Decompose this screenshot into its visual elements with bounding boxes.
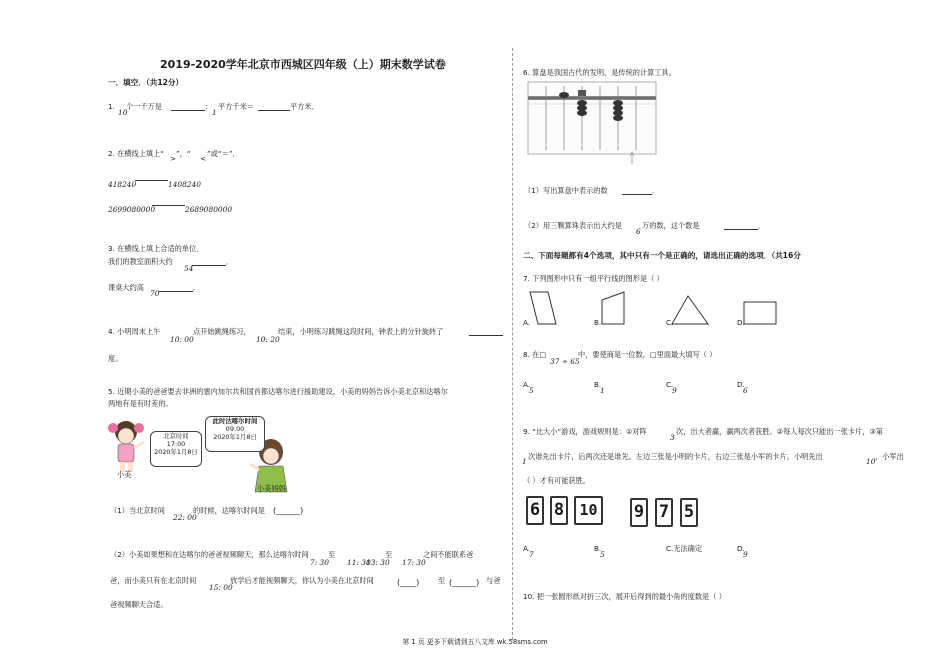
q3-text: 3. 在横线上填上合适的单位． xyxy=(108,244,204,253)
q4-text-d: 度。 xyxy=(108,354,123,363)
q2-row2-right: 2689080000 xyxy=(185,205,233,214)
q6-sub2-text-b: 万的数，这个数是 xyxy=(642,221,700,230)
q2-row2-blank[interactable] xyxy=(152,205,185,206)
abacus-image xyxy=(522,80,662,168)
q5-sub1-answer[interactable]: (______) xyxy=(273,506,304,515)
q5-sub2-zhi-3: 至 xyxy=(438,576,446,585)
xiaoming-card-1: 6 xyxy=(526,496,544,525)
q4-text-b: 点开始跳绳练习， xyxy=(193,327,251,336)
q6-sub2-blank[interactable] xyxy=(724,229,758,230)
q3-blank-1[interactable] xyxy=(192,265,226,266)
q8-option-c[interactable]: C. xyxy=(666,380,674,389)
beijing-time-title: 北京时间 xyxy=(163,432,189,440)
girl-figure xyxy=(108,421,144,472)
q9-math-3: 3 xyxy=(670,433,675,442)
q9-option-a[interactable]: A. xyxy=(523,544,531,553)
q8-text-a: 8. 在□ xyxy=(523,350,547,359)
beijing-time-value: 17:00 xyxy=(166,440,186,448)
section-2-heading: 二、下面每题都有4个选项，其中只有一个是正确的，请选出正确的选项．（共16分 xyxy=(523,251,801,260)
q8-option-a[interactable]: A. xyxy=(523,380,531,389)
q6-sub2-text-a: （2）用三颗算珠表示出大约是 xyxy=(524,221,623,230)
q1-text-c: 平方米． xyxy=(290,102,319,111)
xiaojun-card-2: 7 xyxy=(655,498,673,527)
q5-sub2-time-4: 17: 30 xyxy=(402,558,426,567)
q2-text: 2. 在横线上填上“ xyxy=(108,149,164,158)
q4-blank[interactable] xyxy=(469,335,503,336)
q5-sub1-time: 22: 00 xyxy=(173,513,197,522)
beijing-time-date: 2020年1月8日 xyxy=(154,448,198,456)
q1-blank-2[interactable] xyxy=(258,110,290,111)
q7-option-a[interactable]: A. xyxy=(523,318,531,327)
q2-row1-blank[interactable] xyxy=(135,180,168,181)
q5-sub2-text-e: 与爸 xyxy=(486,576,501,585)
xiaoming-card-2: 8 xyxy=(550,496,568,525)
q9-option-d-value: 9 xyxy=(743,550,748,559)
dakar-time-date: 2020年1月8日 xyxy=(213,433,257,441)
q2-row2-left: 2699080000 xyxy=(108,205,156,214)
q2-row1-right: 1408240 xyxy=(168,180,201,189)
q7-option-c[interactable]: C. xyxy=(666,318,674,327)
q5-sub2-time-2: 11: 30 xyxy=(347,558,371,567)
q5-sub2-time-3: 13: 30 xyxy=(366,558,390,567)
q8-option-b[interactable]: B. xyxy=(594,380,602,389)
q8-option-b-value: 1 xyxy=(600,386,605,395)
q8-expression: 37 ÷ 65 xyxy=(550,357,580,366)
q7-option-d[interactable]: D. xyxy=(737,318,745,327)
q10-text: 10. 把一张圆形纸对折三次，展开后得到的最小角的度数是（ ） xyxy=(523,592,726,601)
xiaoming-card-3: 10 xyxy=(574,496,603,525)
q4-time-2: 10: 20 xyxy=(256,335,280,344)
q9-option-c[interactable]: C.无法确定 xyxy=(666,544,703,553)
q5-sub2-text-b: 之间不能联系爸 xyxy=(423,550,474,559)
q5-illustration xyxy=(104,412,304,494)
section-1-heading: 一．填空．（共12分） xyxy=(108,78,184,87)
q5-sub2-text-d: 放学后才能视频聊天，你认为小美在北京时间 xyxy=(230,576,374,585)
q2-quote-2: ”或“＝”． xyxy=(207,149,240,158)
q5-sub2-time-1: 7: 30 xyxy=(310,558,329,567)
q5-sub2-text-a: （2）小美如果想和在达喀尔的爸爸视频聊天，那么达喀尔时间 xyxy=(110,550,309,559)
q1-semicolon: ； xyxy=(205,102,213,111)
dakar-time-title: 此时达喀尔时间 xyxy=(212,417,258,425)
name-xiaomei-mom: 小美妈妈 xyxy=(257,484,286,493)
q5-line-1: 5. 近期小美的爸爸要去非洲的塞内加尔共和国首都达喀尔进行援助建设，小美的妈妈告诉小美北京和达喀尔 xyxy=(108,387,448,396)
q5-sub1-text-b: 的时候，达喀尔时间是 xyxy=(193,506,265,515)
q7-option-b[interactable]: B. xyxy=(594,318,602,327)
q6-sub1-end: ． xyxy=(652,186,660,195)
q3-dot-1: ． xyxy=(226,257,234,266)
q5-line-2: 两地有是有时差的。 xyxy=(108,399,173,408)
dakar-time-value: 09:00 xyxy=(225,425,245,433)
q6-sub2-math-6: 6 xyxy=(636,227,641,236)
q2-row1-left: 418240 xyxy=(108,180,137,189)
q9-line2: 次谁先出卡片，后两次还是谁先。左边三张是小明的卡片，右边三张是小军的卡片，小明先出 xyxy=(528,452,823,461)
q3-line1: 我们的教室面积大约 xyxy=(108,257,173,266)
column-divider xyxy=(512,48,513,640)
q6-sub2-end: ． xyxy=(758,221,766,230)
q5-sub2-zhi-1: 至 xyxy=(328,550,336,559)
q1-math-1: 1 xyxy=(212,108,217,117)
q9-option-a-value: 7 xyxy=(529,550,534,559)
q1-text-b: 平方千米＝ xyxy=(218,102,254,111)
q5-sub2-time-5: 15: 00 xyxy=(209,583,233,592)
q9-line3: （ ）才有可能获胜。 xyxy=(523,476,590,485)
q3-line2: 课桌大约高 xyxy=(108,283,144,292)
q3-blank-2[interactable] xyxy=(159,291,193,292)
q3-dot-2: ． xyxy=(193,283,201,292)
q2-lt-sign: < xyxy=(200,154,207,163)
q1-text-a: 个一千万是 xyxy=(126,102,162,111)
q9-line2-b: ，小军出 xyxy=(875,452,904,461)
beijing-time-bubble xyxy=(150,431,202,467)
page-footer: 第 1 页 更多下载请到五八文库 wk.58sms.com xyxy=(402,638,548,646)
q8-option-d-value: 6 xyxy=(743,386,748,395)
q6-sub1-text: （1）写出算盘中表示的数 xyxy=(524,186,608,195)
q5-sub2-text-f: 爸视频聊天合适。 xyxy=(110,600,168,609)
q6-text: 6. 算盘是我国古代的发明，是传统的计算工具。 xyxy=(523,68,676,77)
q9-option-b[interactable]: B. xyxy=(594,544,602,553)
q8-option-d[interactable]: D. xyxy=(737,380,745,389)
q4-text-a: 4. 小明周末上午 xyxy=(108,327,161,336)
q5-sub1-text-a: （1）当北京时间 xyxy=(110,506,165,515)
q7-shapes xyxy=(528,290,788,330)
dakar-time-bubble xyxy=(205,416,265,452)
q6-sub1-blank[interactable] xyxy=(622,194,652,195)
q3-math-70: 70 xyxy=(150,289,160,298)
q9-line1-b: 次，出大者赢，赢两次者获胜。②每人每次只能出一张卡片，③第 xyxy=(676,427,883,436)
q9-math-1: 1 xyxy=(522,457,527,466)
q1-math-10: 10 xyxy=(118,108,128,117)
q9-math-10: 10 xyxy=(866,457,876,466)
q2-gt-sign: > xyxy=(170,154,177,163)
q9-option-b-value: 5 xyxy=(600,550,605,559)
q5-sub2-answer-2[interactable]: (______) xyxy=(449,578,480,587)
q4-text-c: 结束，小明练习跳绳这段时间，钟表上的分针旋转了 xyxy=(278,327,444,336)
q9-option-d[interactable]: D. xyxy=(737,544,745,553)
q1-number: 1. xyxy=(108,102,115,111)
name-xiaomei: 小美 xyxy=(117,470,132,479)
q5-sub2-text-c: 爸，而小美只有在北京时间 xyxy=(110,576,197,585)
xiaojun-card-3: 5 xyxy=(680,498,698,527)
exam-title: 2019-2020学年北京市西城区四年级（上）期末数学试卷 xyxy=(160,58,446,71)
q4-time-1: 10: 00 xyxy=(170,335,194,344)
q3-math-54: 54 xyxy=(184,264,194,273)
q9-line1-a: 9. “比大小”游戏，游戏规则是：①对阵 xyxy=(523,427,647,436)
q2-quote-1: ”，“ xyxy=(176,149,191,158)
q7-text: 7. 下列图形中只有一组平行线的图形是（ ） xyxy=(523,274,664,283)
q1-blank-1[interactable] xyxy=(171,110,205,111)
q8-text-b: 中，要使商是一位数，□里面最大填写（ ） xyxy=(578,350,717,359)
q5-sub2-zhi-2: 至 xyxy=(385,550,393,559)
q8-option-c-value: 9 xyxy=(672,386,677,395)
q8-option-a-value: 5 xyxy=(529,386,534,395)
xiaojun-card-1: 9 xyxy=(630,498,648,527)
q5-sub2-answer-1[interactable]: (____) xyxy=(397,578,420,587)
